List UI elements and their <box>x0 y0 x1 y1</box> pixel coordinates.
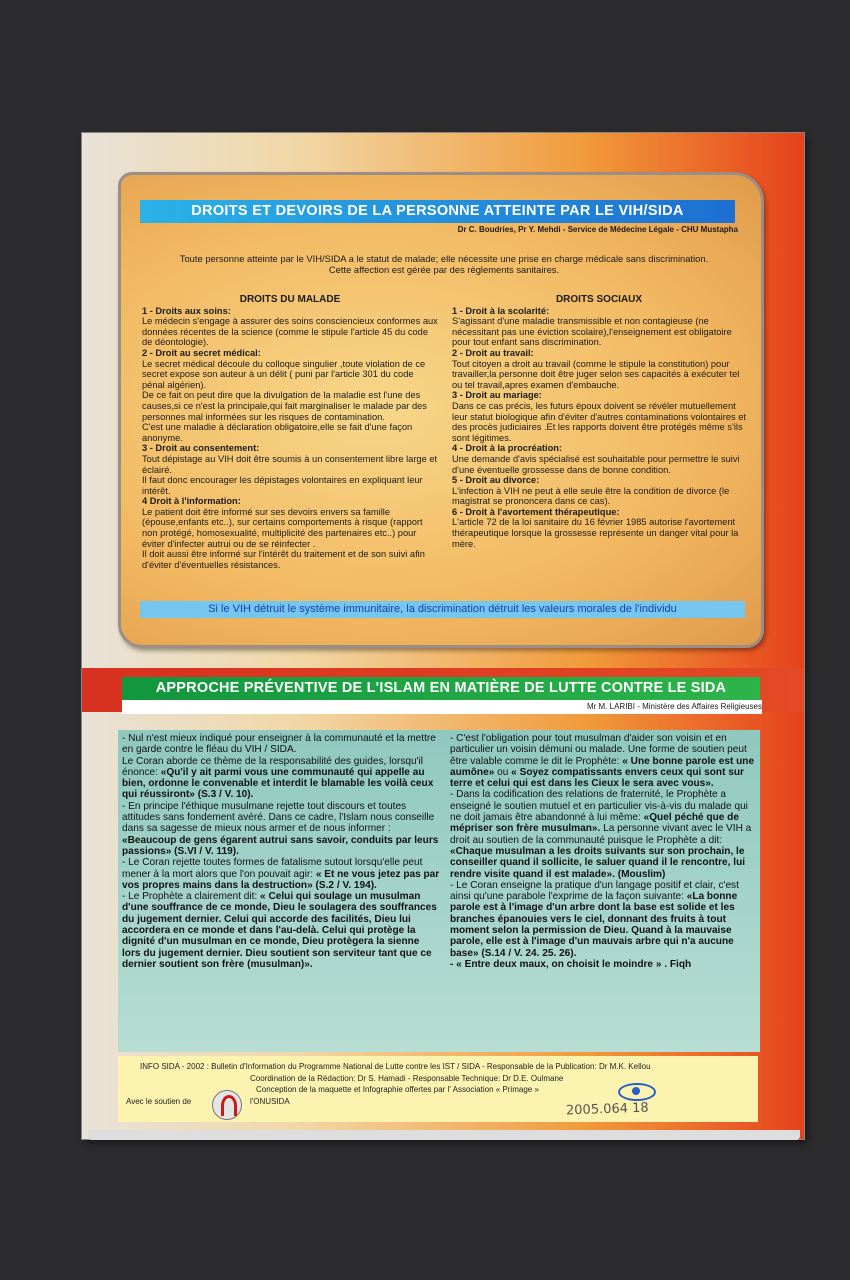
paragraph: - C'est l'obligation pour tout musulman d'aider son voisin et en particulier un voisin démuni ou malade. Une forme de soutien peut être valable comme le dit le Prophète: « Une bonne parole est une aumône» ou « Soyez compatissants envers ceux qui sont sur terre et celui qui est dans les Cieux le sera avec vous». <box>450 733 755 790</box>
right-text: Tout dépistage au VIH doit être soumis à un consentement libre large et éclairé. <box>142 453 438 475</box>
section-title-islam: APPROCHE PRÉVENTIVE DE L'ISLAM EN MATIÈRE DE LUTTE CONTRE LE SIDA <box>122 677 760 700</box>
right-title: 1 - Droit à la scolarité: <box>452 305 550 316</box>
paragraph: - En principe l'éthique musulmane rejette tout discours et toutes attitudes sans fondement avéré. Dans ce cadre, l'Islam nous conseille dans sa sagesse de mieux nous armer et de nous informer : «Beaucoup de gens égarent autrui sans savoir, conduits par leurs passions» (S.VI / V. 119). <box>122 800 439 857</box>
section-authors: Dr C. Boudries, Pr Y. Mehdi - Service de Médecine Légale - CHU Mustapha <box>457 225 738 234</box>
right-text: De ce fait on peut dire que la divulgation de la maladie est l'une des causes,si ce n'est la principale,qui fait marginaliser le malade par des personnes mal informées sur les risques de contamination. <box>142 390 427 422</box>
right-text: S'agissant d'une maladie transmissible et non contagieuse (ne nécessitant pas une éviction scolaire),l'enseignement est obligatoire pour tout enfant sans discrimination. <box>452 316 732 348</box>
credits-line-1: INFO SIDA - 2002 : Bulletin d'Information du Programme National de Lutte contre les IST / SIDA - Responsable de la Publication: Dr M.K. Kellou <box>140 1062 651 1071</box>
paragraph: - « Entre deux maux, on choisit le moindre » . Fiqh <box>450 958 692 970</box>
right-text: L'infection à VIH ne peut à elle seule être la condition de divorce (le magistrat se prononcera dans ce cas). <box>452 485 730 507</box>
intro-line-2: Cette affection est gérée par des règlements sanitaires. <box>328 264 560 275</box>
column-heading: DROITS DU MALADE <box>239 294 341 305</box>
intro-line-1: Toute personne atteinte par le VIH/SIDA a le statut de malade; elle nécessite une prise en charge médicale sans discrimination. <box>179 253 709 264</box>
right-title: 3 - Droit au consentement: <box>142 443 260 454</box>
right-title: 1 - Droits aux soins: <box>142 305 231 316</box>
paragraph: - Dans la codification des relations de fraternité, le Prophète a enseigné le soutien mutuel et en particulier vis-à-vis du malade qui ne doit jamais être abandonné à lui même: «Quel péché que de mépriser son frère musulman». La personne vivant avec le VIH a droit au soutien de la communauté puisque le Prophète a dit: «Chaque musulman a les droits suivants sur son prochain, le conseiller quand il sollicite, le saluer quand il le rencontre, lui rendre visite quand il est malade». (Mouslim) <box>450 789 752 880</box>
handwritten-reference: 2005.064 18 <box>565 1100 649 1119</box>
primage-eye-icon <box>618 1083 656 1101</box>
onusida-logo-icon <box>212 1090 242 1120</box>
right-title: 2 - Droit au travail: <box>452 347 534 358</box>
paragraph: - Nul n'est mieux indiqué pour enseigner à la communauté et la mettre en garde contre le fléau du VIH / SIDA. <box>122 733 436 756</box>
intro-text <box>126 253 762 275</box>
slogan-bar: Si le VIH détruit le système immunitaire, la discrimination détruit les valeurs morales de l'individu <box>140 601 745 618</box>
right-text: C'est une maladie à déclaration obligatoire,elle se fait d'une façon anonyme. <box>142 422 413 443</box>
right-title: 4 Droit à l'information: <box>142 496 241 507</box>
paragraph: - Le Coran enseigne la pratique d'un langage positif et clair, c'est ainsi qu'une parabole l'exprime de la façon suivante: «La bonne parole est à l'image d'un arbre dont la base est solide et les branches épanouies vers le ciel, donnant des fruits à tout moment selon la permission de Dieu. Quand à la mauvaise parole, elle est à l'image d'un mauvais arbre qui n'a aucune base» (S.14 / V. 24. 25. 26). <box>450 879 739 959</box>
right-text: Tout citoyen a droit au travail (comme le stipule la constitution) pour travailler,la personne doit être juger selon ses capacités à exécuter tel ou tel travail,apres examen d'embauche. <box>452 358 740 390</box>
right-text: Dans ce cas précis, les futurs époux doivent se révéler mutuellement leur statut biologique afin d'éviter d'autres contaminations volontaires et des procès judiciaires .Et les rapports doivent être protégés même s'ils sont légitimes. <box>452 400 746 443</box>
right-title: 4 - Droit à la procréation: <box>452 443 563 454</box>
column-heading: DROITS SOCIAUX <box>555 294 643 305</box>
right-text: Il faut donc encourager les dépistages volontaires en expliquant leur intérêt. <box>142 475 423 496</box>
paragraph: Le Coran aborde ce thème de la responsabilité des guides, lorsqu'il énonce: «Qu'il y ait parmi vous une communauté qui appelle au bien, ordonne le convenable et interdit le blamable les voilà ceux qui réussiront» (S.3 / V. 10). <box>122 755 434 801</box>
column-social-rights <box>452 295 746 549</box>
column-patient-rights <box>142 295 438 570</box>
right-title: 6 - Droit à l'avortement thérapeutique: <box>452 506 620 517</box>
paragraph: - Le Prophète a clairement dit: « Celui qui soulage un musulman d'une souffrance de ce monde, Dieu le soulagera des souffrances du jugement dernier. Celui qui accorde des facilités, Dieu lui accordera en ce monde et dans l'au-delà. Celui qui protège la dignité d'un musulman en ce monde, Dieu protègera la sienne lors du jugement dernier. Dieu soutient son serviteur tant que ce dernier soutient son frère (musulman)». <box>122 891 437 970</box>
right-text: Le médecin s'engage à assurer des soins consciencieux conformes aux données récentes de la science (comme le stipule l'article 45 du code de déontologie). <box>142 316 438 348</box>
right-text: Il doit aussi être informé sur l'intérêt du traitement et de son suivi afin d'éviter d'éventuelles résistances. <box>142 549 425 570</box>
credits-line-2: Coordination de la Rédaction: Dr S. Hamadi - Responsable Technique: Dr D.E. Oulmane <box>250 1074 564 1083</box>
support-label: Avec le soutien de <box>126 1097 192 1106</box>
right-text: L'article 72 de la loi sanitaire du 16 février 1985 autorise l'avortement thérapeutique lorsque la grossesse représente un danger vital pour la mère. <box>452 517 739 549</box>
section-title-rights: DROITS ET DEVOIRS DE LA PERSONNE ATTEINTE PAR LE VIH/SIDA <box>140 200 735 223</box>
section-author: Mr M. LARIBI - Ministère des Affaires Religieuses <box>122 700 762 714</box>
right-text: Le secret médical découle du colloque singulier ,toute violation de ce secret expose son auteur à un délit ( puni par l'article 301 du code pénal algérien). <box>142 358 426 390</box>
right-text: Une demande d'avis spécialisé est souhaitable pour permettre le suivi d'une éventuelle grossesse dans de bonne condition. <box>452 453 740 475</box>
right-title: 2 - Droit au secret médical: <box>142 347 261 358</box>
column-islam-left <box>122 733 440 970</box>
right-title: 3 - Droit au mariage: <box>452 390 542 401</box>
credits-line-3: Conception de la maquette et Infographie offertes par l' Association « Primage » <box>256 1085 539 1094</box>
page-edge <box>88 1130 800 1140</box>
right-title: 5 - Droit au divorce: <box>452 475 540 486</box>
paragraph: - Le Coran rejette toutes formes de fatalisme sutout lorsqu'elle peut mener à la mort alors que l'on pouvait agir: « Et ne vous jetez pas par vos propres mains dans la destruction» (S.2 / V. 194). <box>122 857 440 891</box>
support-org: l'ONUSIDA <box>250 1097 290 1106</box>
right-text: Le patient doit être informé sur ses devoirs envers sa famille (épouse,enfants etc..), sur certains comportements à risque (rapport non protégé, homosexualité, multiplicité des partenaires etc..) pour éviter d'infecter autrui ou de se réinfecter . <box>142 506 423 549</box>
column-islam-right <box>450 733 758 970</box>
